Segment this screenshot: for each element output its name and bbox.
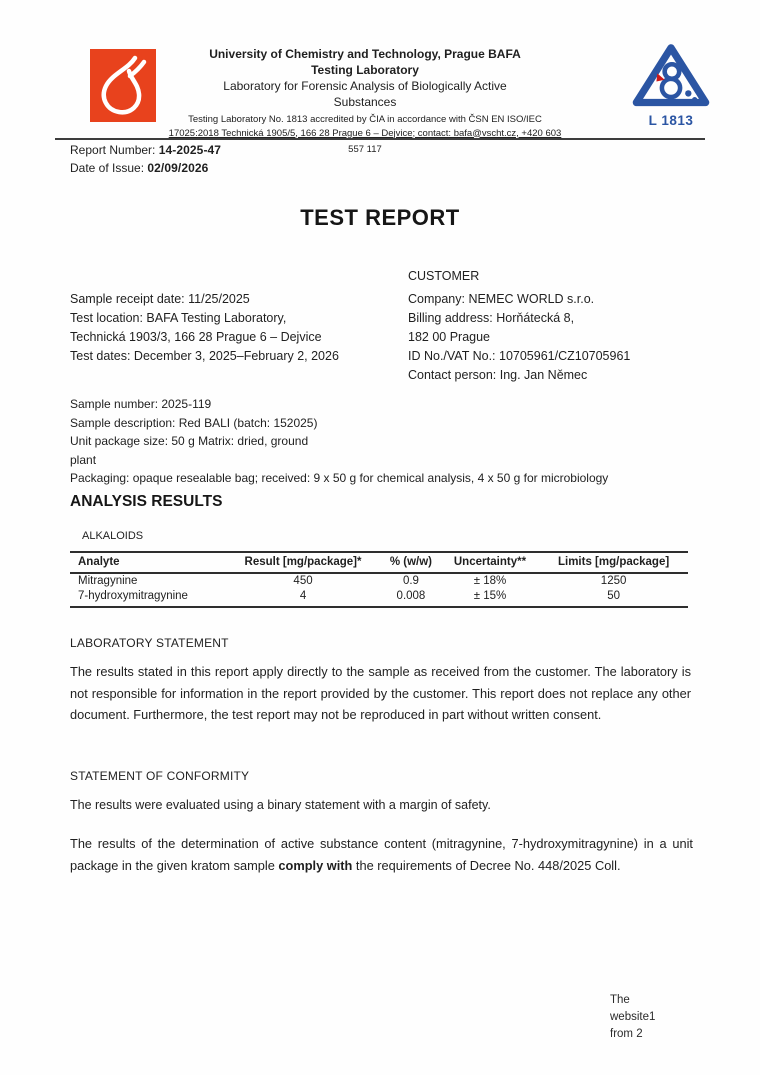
col-uncertainty: Uncertainty** [441,552,539,573]
analysis-results-heading: ANALYSIS RESULTS [70,493,223,510]
cell-limit: 50 [539,589,688,607]
cell-limit: 1250 [600,575,627,587]
table-row-mitragynine [70,573,688,589]
cia-accreditation-logo [626,42,716,128]
laboratory-statement-body: The results stated in this report apply directly to the sample as received from the customer. The laboratory is not responsible for information in the report provided by the customer. This report does not replace any other document. Furthermore, the test report may not be reproduced in part without written consent. [70,664,691,722]
date-of-issue-line [70,159,221,177]
packaging-line: Packaging: opaque resealable bag; received: 9 x 50 g for chemical analysis, 4 x 50 g for microbiology [70,471,609,485]
customer-company: Company: NEMEC WORLD s.r.o. [408,292,595,306]
cia-logo-label: L 1813 [648,113,694,128]
date-of-issue-value: 02/09/2026 [147,161,209,175]
sample-description: Sample description: Red BALI (batch: 152025) [70,415,318,430]
header-accreditation-line1: Testing Laboratory No. 1813 accredited by ČIA in accordance with ČSN EN ISO/IEC [188,114,542,125]
conformity-paragraph-2 [70,833,693,876]
cell-result: 450 [293,575,313,587]
conformity-text-after: the requirements of Decree No. 448/2025 Coll. [352,857,621,873]
test-dates: Test dates: December 3, 2025–February 2, 2026 [70,349,339,363]
cell-analyte: Mitragynine [78,575,138,587]
results-table [70,551,688,608]
customer-city: 182 00 Prague [408,330,491,344]
customer-vat: ID No./VAT No.: 10705961/CZ10705961 [408,349,631,363]
col-analyte: Analyte [70,552,225,573]
col-percent-ww: % (w/w) [381,552,441,573]
customer-heading: CUSTOMER [408,269,480,283]
cell-percent: 0.008 [381,589,441,607]
cell-analyte: 7-hydroxymitragynine [70,589,225,607]
customer-billing-address: Billing address: Horňátecká 8, [408,311,575,325]
report-number-label: Report Number: [70,143,159,157]
table-row-7-hydroxymitragynine [70,589,688,607]
header-divider [55,138,705,140]
report-meta [70,141,221,177]
sample-receipt-date: Sample receipt date: 11/25/2025 [70,292,250,306]
results-table-header [70,552,688,573]
cell-uncertainty: ± 18% [473,575,507,587]
header-accreditation-line3: 557 117 [348,144,382,155]
header-org-name: University of Chemistry and Technology, Prague BAFA [209,47,521,61]
header-testing-laboratory: Testing Laboratory [311,63,419,77]
matrix-continuation: plant [70,452,97,467]
sample-info-block [70,290,400,366]
test-location-line2: Technická 1903/3, 166 28 Prague 6 – Dejvice [70,330,322,344]
laboratory-statement-heading: LABORATORY STATEMENT [70,636,229,650]
footer-line-2: website1 [610,1011,656,1023]
sample-details-block [70,395,710,488]
alkaloids-group-label: ALKALOIDS [82,530,144,542]
page-footer [610,992,655,1043]
test-location-line1: Test location: BAFA Testing Laboratory, [70,311,287,325]
sample-number: Sample number: 2025-119 [70,397,212,411]
footer-line-1: The [610,994,630,1006]
col-limits: Limits [mg/package] [539,552,688,573]
report-number-value: 14-2025-47 [158,143,222,157]
conformity-paragraph-1: The results were evaluated using a binary statement with a margin of safety. [70,798,491,812]
header-lab-name-line2: Substances [333,95,397,109]
page-title: TEST REPORT [300,205,460,230]
report-number-line [70,141,221,159]
col-result: Result [mg/package]* [225,552,381,573]
unit-package-size: Unit package size: 50 g Matrix: dried, ground [70,434,309,448]
header-lab-name-line1: Laboratory for Forensic Analysis of Biologically Active [223,79,507,93]
accreditation-triangle-icon [630,42,712,112]
table-header-row [70,552,688,573]
conformity-heading: STATEMENT OF CONFORMITY [70,769,250,783]
conformity-verdict: comply with [278,857,353,873]
header-accreditation-line2: 17025:2018 Technická 1905/5, 166 28 Prague 6 – Dejvice; contact: bafa@vscht.cz, +420 603 [168,127,562,139]
customer-info-block [408,290,708,385]
cell-percent: 0.9 [402,575,419,587]
cell-result: 4 [225,589,381,607]
conformity-text-before: The results of the determination of active substance content (mitragynine, 7-hydroxymitragynine) in a unit package in the given kratom sample [70,836,693,873]
customer-contact-person: Contact person: Ing. Jan Němec [408,368,588,382]
cell-uncertainty: ± 15% [441,589,539,607]
footer-line-3: from 2 [610,1028,643,1040]
date-of-issue-label: Date of Issue: [70,161,148,175]
